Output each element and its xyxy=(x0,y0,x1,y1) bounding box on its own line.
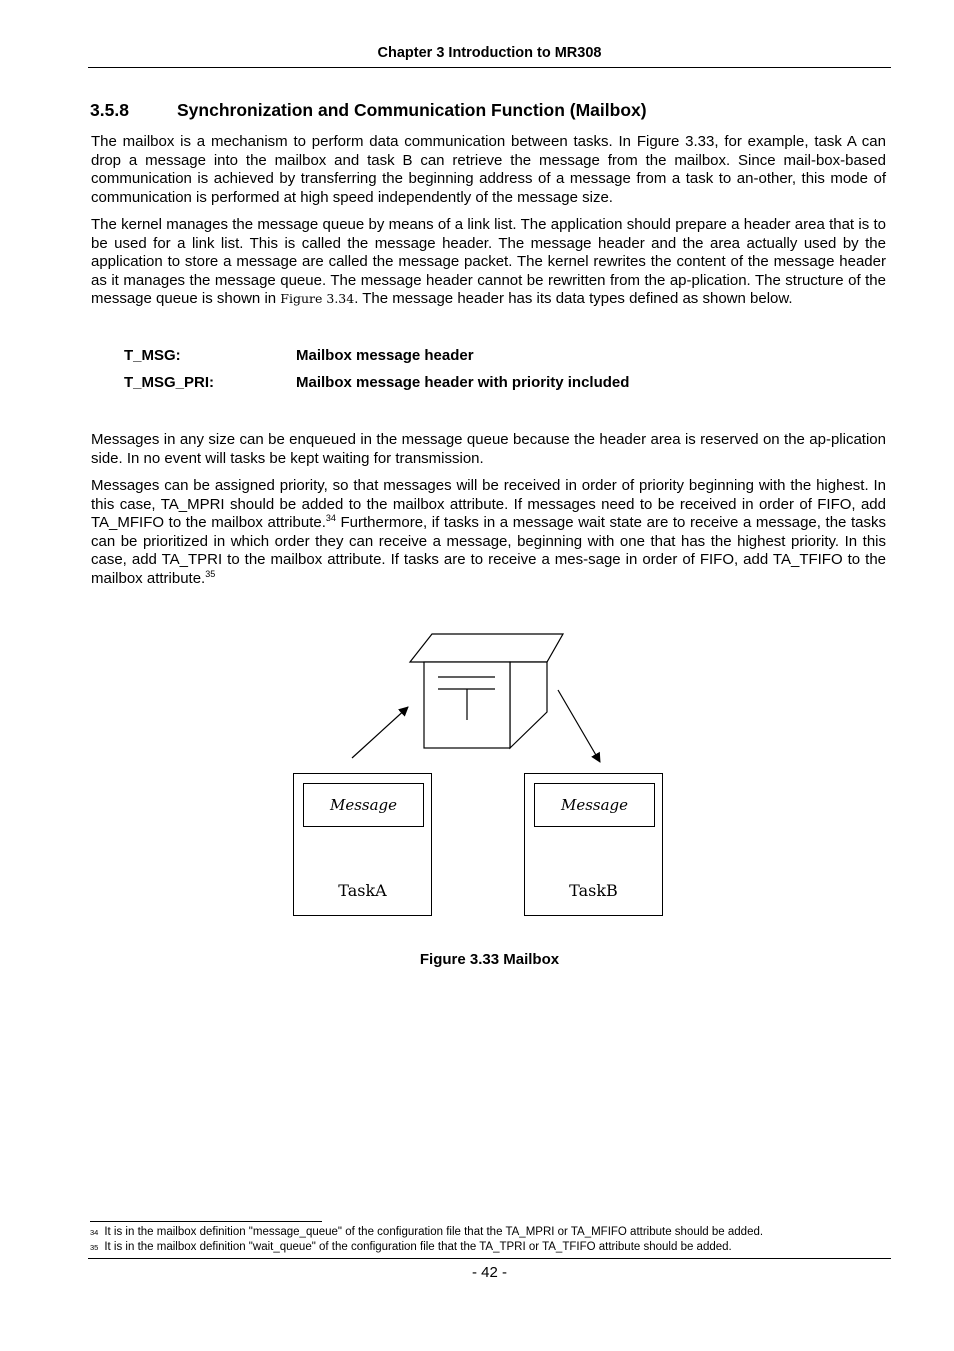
task-a-message: Message xyxy=(303,783,424,827)
footnote-ref-35: 35 xyxy=(205,568,216,579)
definition-row xyxy=(124,374,629,401)
task-a-label: TaskA xyxy=(338,881,387,900)
footnote-text: It is in the mailbox definition "wait_queue" of the configuration file that the TA_TPRI or TA_TFIFO attribute should be added. xyxy=(104,1241,732,1253)
paragraph-3: Messages in any size can be enqueued in the message queue because the header area is reserved on the ap-plication side. In no event will tasks be kept waiting for transmission. xyxy=(91,431,886,467)
definition-description: Mailbox message header with priority included xyxy=(296,374,630,391)
paragraph-4-part1: Messages can be assigned priority, so that messages will be received in order of priority beginning with the highest. In this case, TA_MPRI should be added to the mailbox attribute. If messages need to be received in order of FIFO, add TA_MFIFO to the mailbox attribute. xyxy=(91,477,886,531)
receive-arrow xyxy=(558,690,600,762)
paragraph-2-tail: . The message header has its data types defined as shown below. xyxy=(354,290,793,307)
paragraph-4 xyxy=(91,477,886,588)
footnote-ref-34: 34 xyxy=(325,513,336,523)
definition-description: Mailbox message header xyxy=(296,347,474,364)
definition-row xyxy=(124,347,629,374)
task-b-box xyxy=(524,773,663,916)
definition-list xyxy=(124,347,629,401)
footnote-number: 34 xyxy=(90,1228,99,1237)
footnote-text: It is in the mailbox definition "message_queue" of the configuration file that the TA_MPRI or TA_MFIFO attribute should be added. xyxy=(104,1226,764,1238)
section-title: Synchronization and Communication Function (Mailbox) xyxy=(177,100,647,120)
paragraph-2 xyxy=(91,216,886,309)
footer-rule xyxy=(88,1258,891,1259)
mailbox-lid xyxy=(410,634,563,662)
task-a-box xyxy=(293,773,432,916)
task-b-label: TaskB xyxy=(569,881,618,900)
section-heading xyxy=(90,100,647,121)
paragraph-4-part2: Furthermore, if tasks in a message wait state are to receive a message, the tasks can be prioritized in which order they can receive a message, beginning with one that has the highest priority. In this case, add TA_TPRI to the mailbox attribute. If tasks are to receive a mes-sage in order of FIFO, add TA_TFIFO to the mailbox attribute. xyxy=(91,514,886,587)
footnote-34 xyxy=(90,1225,763,1240)
paragraph-1: The mailbox is a mechanism to perform data communication between tasks. In Figure 3.33, for example, task A can drop a message into the mailbox and task B can retrieve the message from the mailbox. Since mail-box-based communication is achieved by transferring the beginning address of a message from a task to an-other, this mode of communication is performed at high speed independently of the message size. xyxy=(91,133,886,206)
page-number: - 42 - xyxy=(471,1264,507,1281)
task-b-message: Message xyxy=(534,783,655,827)
send-arrow xyxy=(352,707,408,758)
mailbox-figure xyxy=(280,620,680,930)
mailbox-icon xyxy=(410,634,563,748)
page-header: Chapter 3 Introduction to MR308 xyxy=(377,45,602,61)
footnote-rule xyxy=(90,1221,322,1222)
footnotes xyxy=(90,1225,763,1255)
paragraph-2-text: The kernel manages the message queue by means of a link list. The application should prepare a header area that is to be used for a link list. This is called the message header. The message header and the area actually used by the application to store a message are called the message packet. The kernel rewrites the content of the message header as it manages the message queue. The message header cannot be rewritten from the ap-plication. The structure of the message queue is shown in xyxy=(91,216,886,307)
header-rule xyxy=(88,67,891,68)
mailbox-side xyxy=(510,662,547,748)
figure-caption: Figure 3.33 Mailbox xyxy=(419,951,560,968)
section-number: 3.5.8 xyxy=(90,100,129,120)
footnote-number: 35 xyxy=(90,1243,99,1252)
footnote-35 xyxy=(90,1240,763,1255)
figure-reference: Figure 3.34 xyxy=(280,291,355,306)
definition-term: T_MSG_PRI: xyxy=(124,374,215,391)
definition-term: T_MSG: xyxy=(124,347,181,364)
